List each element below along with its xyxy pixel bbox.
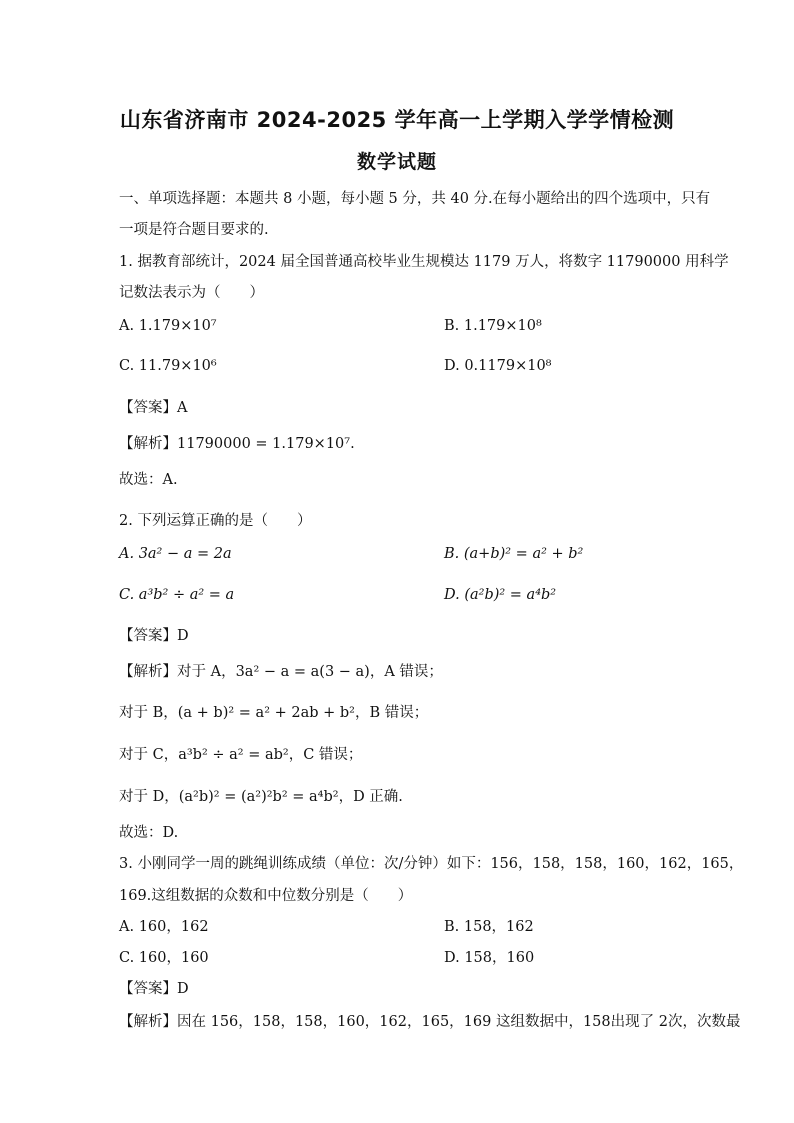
q1-conclusion: 故选：A. — [119, 472, 178, 488]
q2-analysis-a: 【解析】对于 A，3a² − a = a(3 − a)，A 错误； — [119, 664, 443, 680]
q3-option-b: B. 158，162 — [444, 919, 534, 935]
q3-option-c: C. 160，160 — [119, 950, 209, 966]
section-heading-line1: 一、单项选择题：本题共 8 小题，每小题 5 分，共 40 分.在每小题给出的四个选项中，只有 — [119, 191, 711, 207]
q3-analysis: 【解析】因在 156，158，158，160，162，165，169 这组数据中，158出现了 2次，次数最 — [119, 1014, 741, 1030]
q1-analysis: 【解析】11790000 = 1.179×10⁷. — [119, 436, 355, 452]
q1-option-d: D. 0.1179×10⁸ — [444, 358, 552, 374]
q1-stem-line2: 记数法表示为（ ） — [119, 285, 264, 301]
q2-answer: 【答案】D — [119, 628, 189, 644]
q3-answer: 【答案】D — [119, 981, 189, 997]
q3-option-d: D. 158，160 — [444, 950, 535, 966]
q3-stem-line2: 169.这组数据的众数和中位数分别是（ ） — [119, 888, 413, 904]
exam-subtitle: 数学试题 — [356, 151, 437, 173]
q2-stem: 2. 下列运算正确的是（ ） — [119, 513, 312, 529]
q1-answer: 【答案】A — [119, 400, 188, 416]
q3-option-a: A. 160，162 — [119, 919, 209, 935]
q2-option-a: A. 3a² − a = 2a — [119, 546, 232, 562]
q2-analysis-c: 对于 C，a³b² ÷ a² = ab²，C 错误； — [119, 747, 363, 763]
q3-stem-line1: 3. 小刚同学一周的跳绳训练成绩（单位：次/分钟）如下：156，158，158，160，162，165， — [119, 856, 744, 872]
q2-option-b: B. (a+b)² = a² + b² — [444, 546, 584, 562]
q2-analysis-b: 对于 B，(a + b)² = a² + 2ab + b²，B 错误； — [119, 705, 429, 721]
q1-option-a: A. 1.179×10⁷ — [119, 318, 217, 334]
section-heading-line2: 一项是符合题目要求的. — [119, 222, 269, 238]
q2-analysis-d: 对于 D，(a²b)² = (a²)²b² = a⁴b²，D 正确. — [119, 789, 403, 805]
q1-stem-line1: 1. 据教育部统计，2024 届全国普通高校毕业生规模达 1179 万人，将数字 11790000 用科学 — [119, 254, 729, 270]
exam-title: 山东省济南市 2024-2025 学年高一上学期入学学情检测 — [119, 108, 675, 132]
q1-option-b: B. 1.179×10⁸ — [444, 318, 542, 334]
q2-conclusion: 故选：D. — [119, 825, 179, 841]
q1-option-c: C. 11.79×10⁶ — [119, 358, 217, 374]
q2-option-c: C. a³b² ÷ a² = a — [119, 587, 235, 603]
q2-option-d: D. (a²b)² = a⁴b² — [444, 587, 557, 603]
